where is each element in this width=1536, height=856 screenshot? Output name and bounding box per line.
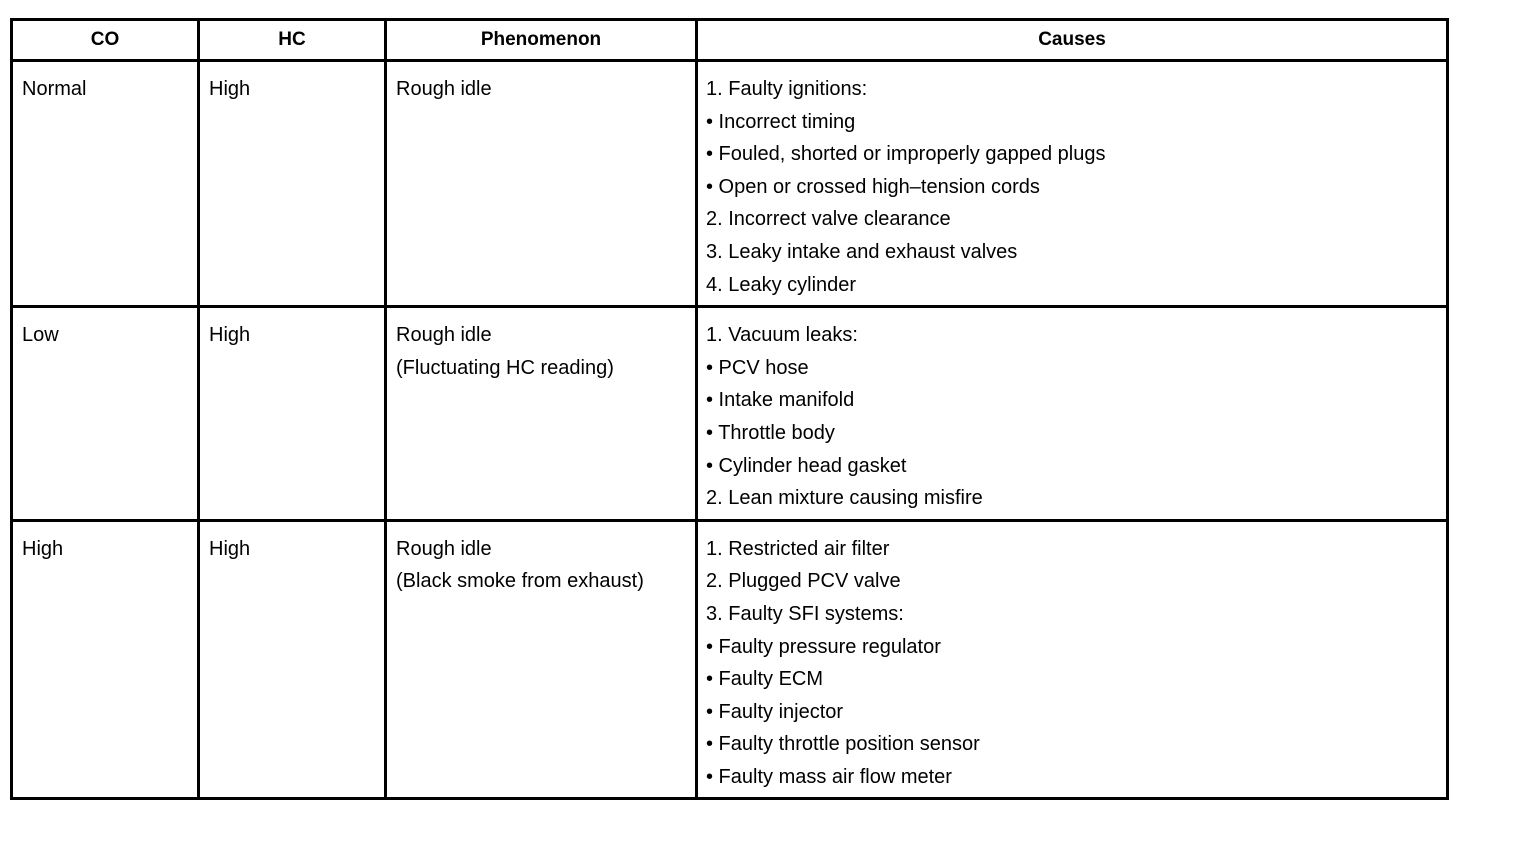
cause-line: • Faulty pressure regulator bbox=[706, 635, 941, 658]
cause-line: 3. Leaky intake and exhaust valves bbox=[706, 240, 1018, 263]
cause-line: • Intake manifold bbox=[706, 389, 855, 412]
cause-line: • Open or crossed high–tension cords bbox=[706, 175, 1040, 198]
causes-cell bbox=[697, 61, 1448, 307]
cause-line: 1. Vacuum leaks: bbox=[706, 324, 858, 347]
causes-cell bbox=[697, 520, 1448, 799]
cause-line: 2. Lean mixture causing misfire bbox=[706, 487, 983, 510]
co-cell: Low bbox=[12, 307, 199, 521]
phenomenon-cell bbox=[386, 520, 697, 799]
hc-cell: High bbox=[199, 307, 386, 521]
cause-line: 1. Restricted air filter bbox=[706, 537, 890, 560]
phenomenon-line: Rough idle bbox=[396, 324, 492, 347]
cause-line: • Faulty injector bbox=[706, 700, 844, 723]
table-row bbox=[12, 307, 1448, 521]
cause-line: • Incorrect timing bbox=[706, 110, 856, 133]
table-header-row bbox=[12, 20, 1448, 61]
header-co: CO bbox=[12, 20, 199, 61]
hc-cell: High bbox=[199, 520, 386, 799]
cause-line: • Throttle body bbox=[706, 421, 835, 444]
cause-line: 2. Plugged PCV valve bbox=[706, 570, 901, 593]
table-row bbox=[12, 520, 1448, 799]
table-row bbox=[12, 61, 1448, 307]
emissions-diagnosis-table bbox=[10, 18, 1449, 800]
causes-cell bbox=[697, 307, 1448, 521]
header-phenomenon: Phenomenon bbox=[386, 20, 697, 61]
header-causes: Causes bbox=[697, 20, 1448, 61]
cause-line: • Faulty mass air flow meter bbox=[706, 765, 952, 788]
phenomenon-cell bbox=[386, 61, 697, 307]
cause-line: • Cylinder head gasket bbox=[706, 454, 907, 477]
phenomenon-line: (Fluctuating HC reading) bbox=[396, 356, 614, 379]
phenomenon-line: Rough idle bbox=[396, 78, 492, 100]
cause-line: • Faulty throttle position sensor bbox=[706, 733, 980, 756]
phenomenon-line: Rough idle bbox=[396, 537, 492, 560]
co-cell: Normal bbox=[12, 61, 199, 307]
cause-line: • PCV hose bbox=[706, 356, 809, 379]
header-hc: HC bbox=[199, 20, 386, 61]
phenomenon-line: (Black smoke from exhaust) bbox=[396, 570, 644, 593]
cause-line: 1. Faulty ignitions: bbox=[706, 78, 868, 100]
hc-cell: High bbox=[199, 61, 386, 307]
cause-line: 4. Leaky cylinder bbox=[706, 273, 857, 296]
cause-line: • Faulty ECM bbox=[706, 668, 824, 691]
phenomenon-cell bbox=[386, 307, 697, 521]
cause-line: • Fouled, shorted or improperly gapped plugs bbox=[706, 143, 1106, 166]
cause-line: 3. Faulty SFI systems: bbox=[706, 602, 904, 625]
co-cell: High bbox=[12, 520, 199, 799]
cause-line: 2. Incorrect valve clearance bbox=[706, 208, 951, 231]
